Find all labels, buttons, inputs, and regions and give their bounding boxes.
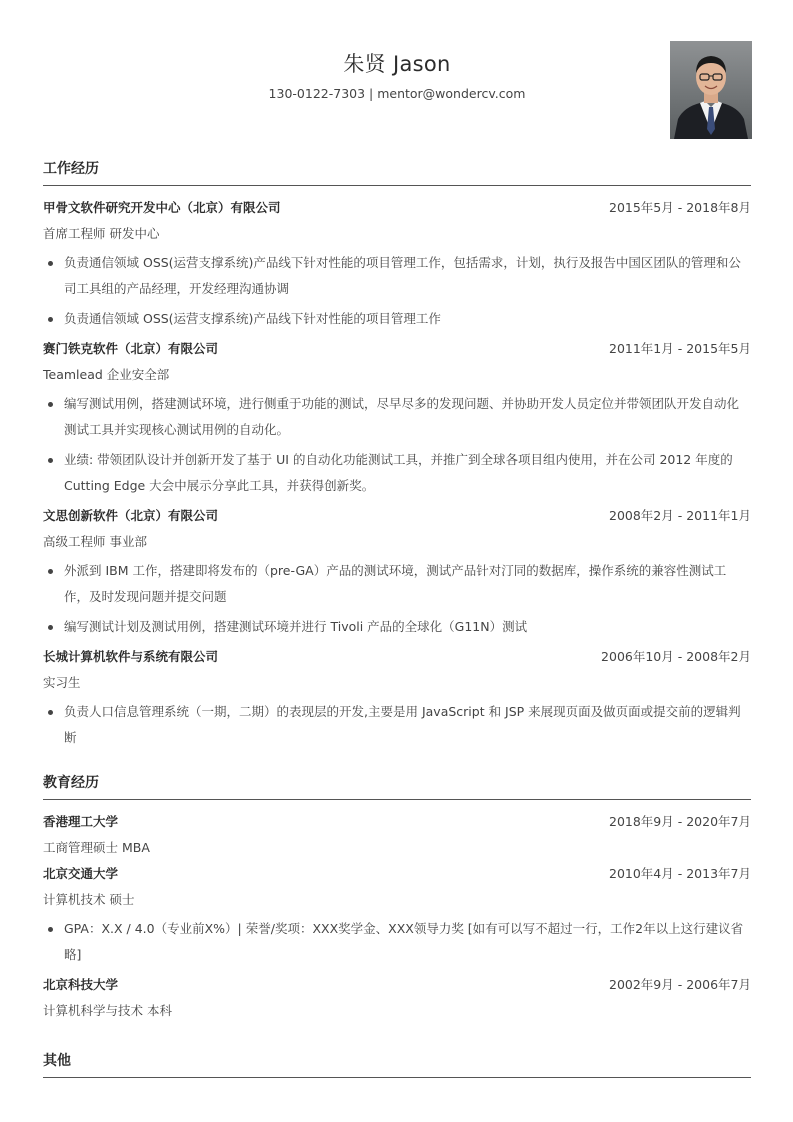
date-range: 2015年5月 - 2018年8月 <box>609 200 751 215</box>
resume-entry <box>43 503 751 640</box>
date-range: 2002年9月 - 2006年7月 <box>609 977 751 992</box>
entry-header <box>43 861 751 887</box>
work-section <box>43 158 751 751</box>
role-title: Teamlead 企业安全部 <box>43 367 170 382</box>
resume-entry <box>43 195 751 332</box>
organization-name: 北京科技大学 <box>43 977 119 992</box>
entry-header <box>43 644 751 670</box>
bullet-item: GPA：X.X / 4.0（专业前X%）| 荣誉/奖项：XXX奖学金、XXX领导力奖 [如有可以写不超过一行，工作2年以上这行建议省略] <box>43 916 751 968</box>
bullet-list <box>43 699 751 751</box>
section-title-education: 教育经历 <box>43 772 751 800</box>
resume-entry <box>43 972 751 1024</box>
organization-name: 文思创新软件（北京）有限公司 <box>43 508 219 523</box>
resume-page <box>43 0 751 1078</box>
date-range: 2008年2月 - 2011年1月 <box>609 508 751 523</box>
bullet-item: 编写测试用例，搭建测试环境，进行侧重于功能的测试，尽早尽多的发现问题、并协助开发人员定位并带领团队开发自动化测试工具并实现核心测试用例的自动化。 <box>43 391 751 443</box>
bullet-item: 负责人口信息管理系统（一期，二期）的表现层的开发,主要是用 JavaScript 和 JSP 来展现页面及做页面或提交前的逻辑判断 <box>43 699 751 751</box>
date-range: 2006年10月 - 2008年2月 <box>601 649 751 664</box>
role-title: 首席工程师 研发中心 <box>43 226 160 241</box>
organization-name: 甲骨文软件研究开发中心（北京）有限公司 <box>43 200 281 215</box>
resume-header <box>43 0 751 150</box>
entry-header <box>43 336 751 362</box>
role-title: 工商管理硕士 MBA <box>43 840 150 855</box>
bullet-item: 外派到 IBM 工作，搭建即将发布的（pre-GA）产品的测试环境，测试产品针对汀同的数据库，操作系统的兼容性测试工作，及时发现问题并提交问题 <box>43 558 751 610</box>
work-entries <box>43 195 751 751</box>
organization-name: 香港理工大学 <box>43 814 119 829</box>
bullet-list <box>43 250 751 332</box>
bullet-item: 负责通信领域 OSS(运营支撑系统)产品线下针对性能的项目管理工作 <box>43 306 751 332</box>
bullet-list <box>43 391 751 499</box>
candidate-name: 朱贤 Jason <box>343 52 451 76</box>
entry-header <box>43 503 751 529</box>
bullet-item: 负责通信领域 OSS(运营支撑系统)产品线下针对性能的项目管理工作，包括需求，计划，执行及报告中国区团队的管理和公司工具组的产品经理，开发经理沟通协调 <box>43 250 751 302</box>
entry-header <box>43 809 751 835</box>
other-section <box>43 1050 751 1078</box>
organization-name: 长城计算机软件与系统有限公司 <box>43 649 219 664</box>
date-range: 2018年9月 - 2020年7月 <box>609 814 751 829</box>
role-title: 计算机科学与技术 本科 <box>43 1003 172 1018</box>
resume-entry <box>43 336 751 499</box>
bullet-item: 业绩: 带领团队设计并创新开发了基于 UI 的自动化功能测试工具，并推广到全球各项目组内使用，并在公司 2012 年度的 Cutting Edge 大会中展示分享此工具，并获得创新奖。 <box>43 447 751 499</box>
date-range: 2011年1月 - 2015年5月 <box>609 341 751 356</box>
role-title: 高级工程师 事业部 <box>43 534 147 549</box>
bullet-list <box>43 916 751 968</box>
role-title: 计算机技术 硕士 <box>43 892 135 907</box>
profile-photo <box>670 41 752 139</box>
contact-line: 130-0122-7303 | mentor@wondercv.com <box>268 86 526 101</box>
resume-entry <box>43 644 751 751</box>
education-entries <box>43 809 751 1024</box>
entry-header <box>43 195 751 221</box>
resume-entry <box>43 809 751 861</box>
organization-name: 赛门铁克软件（北京）有限公司 <box>43 341 219 356</box>
organization-name: 北京交通大学 <box>43 866 119 881</box>
entry-header <box>43 972 751 998</box>
date-range: 2010年4月 - 2013年7月 <box>609 866 751 881</box>
bullet-item: 编写测试计划及测试用例，搭建测试环境并进行 Tivoli 产品的全球化（G11N）测试 <box>43 614 751 640</box>
bullet-list <box>43 558 751 640</box>
resume-entry <box>43 861 751 968</box>
role-title: 实习生 <box>43 675 81 690</box>
section-title-other: 其他 <box>43 1050 751 1078</box>
section-title-work: 工作经历 <box>43 158 751 186</box>
education-section <box>43 772 751 1024</box>
